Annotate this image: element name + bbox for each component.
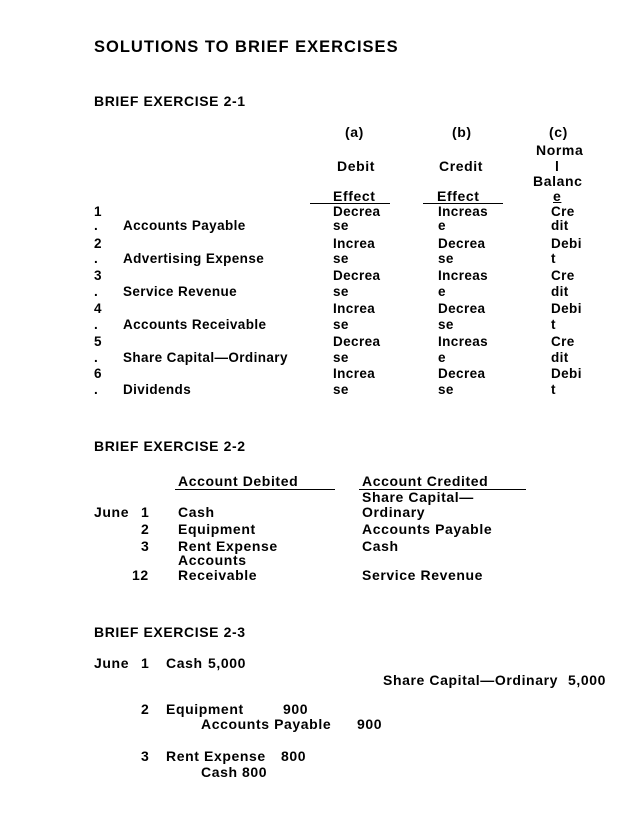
col-a-line2: Effect [333,188,376,204]
debit-effect-cont: se [333,218,349,233]
credit-effect-cont: e [438,284,446,299]
day-number: 3 [141,748,150,764]
day-number: 12 [132,567,149,583]
debit-effect: Increa [333,301,376,316]
row-dot: . [94,382,99,397]
page-title: SOLUTIONS TO BRIEF EXERCISES [94,38,399,56]
normal-balance-cont: t [551,251,556,266]
account-name: Accounts Payable [123,218,246,233]
col-c-line4: e [553,188,562,204]
account-credited: Accounts Payable [362,521,493,537]
normal-balance: Debi [551,236,582,251]
row-dot: . [94,350,99,365]
month-label: June [94,655,130,671]
debit-effect-cont: se [333,382,349,397]
debit-effect: Increa [333,236,376,251]
normal-balance-cont: t [551,317,556,332]
row-number: 6 [94,366,102,381]
normal-balance-cont: dit [551,218,569,233]
debit-account: Rent Expense [166,748,266,764]
account-debited: Accounts [178,552,247,568]
normal-balance: Cre [551,334,575,349]
account-name: Share Capital—Ordinary [123,350,288,365]
credit-effect: Decrea [438,236,486,251]
row-number: 4 [94,301,102,316]
col-c-letter: (c) [549,124,568,140]
account-debited: Cash [178,504,215,520]
debit-amount: 900 [283,701,309,717]
credit-effect-cont: e [438,218,446,233]
debit-effect: Decrea [333,334,381,349]
credit-amount: 800 [242,764,268,780]
credit-effect: Increas [438,268,489,283]
normal-balance: Cre [551,204,575,219]
col-c-line3: Balanc [533,173,583,189]
debit-effect: Increa [333,366,376,381]
account-debited-cont: Receivable [178,567,258,583]
credit-amount: 900 [357,716,383,732]
row-dot: . [94,251,99,266]
debit-amount: 5,000 [208,655,247,671]
debit-amount: 800 [281,748,307,764]
day-number: 3 [141,538,150,554]
col-b-line1: Credit [439,158,484,174]
row-number: 2 [94,236,102,251]
credit-effect: Increas [438,204,489,219]
col-a-line1: Debit [337,158,375,174]
normal-balance-cont: dit [551,284,569,299]
normal-balance: Cre [551,268,575,283]
day-number: 1 [141,655,150,671]
debit-account: Cash [166,655,203,671]
account-name: Dividends [123,382,192,397]
account-credited: Service Revenue [362,567,484,583]
account-debited: Equipment [178,521,256,537]
account-credited: Cash [362,538,399,554]
credit-account: Cash [201,764,238,780]
credit-account: Share Capital—Ordinary [383,672,559,688]
credit-effect-cont: se [438,382,454,397]
exercise-2-3-heading: BRIEF EXERCISE 2-3 [94,624,246,640]
credit-effect: Decrea [438,366,486,381]
col-b-letter: (b) [452,124,472,140]
credit-effect: Increas [438,334,489,349]
row-number: 5 [94,334,102,349]
col-account-debited: Account Debited [178,473,299,489]
day-number: 2 [141,521,150,537]
credit-amount: 5,000 [568,672,607,688]
account-name: Accounts Receivable [123,317,267,332]
month-label: June [94,504,130,520]
row-dot: . [94,317,99,332]
debit-effect-cont: se [333,350,349,365]
day-number: 1 [141,504,150,520]
col-b-line2: Effect [437,188,480,204]
normal-balance: Debi [551,366,582,381]
normal-balance: Debi [551,301,582,316]
debit-effect: Decrea [333,268,381,283]
row-number: 3 [94,268,102,283]
debit-effect: Decrea [333,204,381,219]
col-account-credited: Account Credited [362,473,489,489]
credit-effect-cont: se [438,251,454,266]
col-c-line1: Norma [536,142,584,158]
account-name: Service Revenue [123,284,238,299]
normal-balance-cont: t [551,382,556,397]
row-dot: . [94,284,99,299]
debit-effect-cont: se [333,284,349,299]
day-number: 2 [141,701,150,717]
debit-effect-cont: se [333,317,349,332]
account-credited: Share Capital— [362,489,474,505]
credit-effect-cont: e [438,350,446,365]
col-c-line2: l [555,158,560,174]
credit-account: Accounts Payable [201,716,332,732]
debit-effect-cont: se [333,251,349,266]
row-dot: . [94,218,99,233]
exercise-2-1-heading: BRIEF EXERCISE 2-1 [94,93,246,109]
account-debited: Rent Expense [178,538,278,554]
account-name: Advertising Expense [123,251,265,266]
exercise-2-2-heading: BRIEF EXERCISE 2-2 [94,438,246,454]
credit-effect-cont: se [438,317,454,332]
col-a-letter: (a) [345,124,364,140]
credit-effect: Decrea [438,301,486,316]
debit-account: Equipment [166,701,244,717]
account-credited-cont: Ordinary [362,504,426,520]
row-number: 1 [94,204,102,219]
normal-balance-cont: dit [551,350,569,365]
debited-underline [175,489,335,490]
